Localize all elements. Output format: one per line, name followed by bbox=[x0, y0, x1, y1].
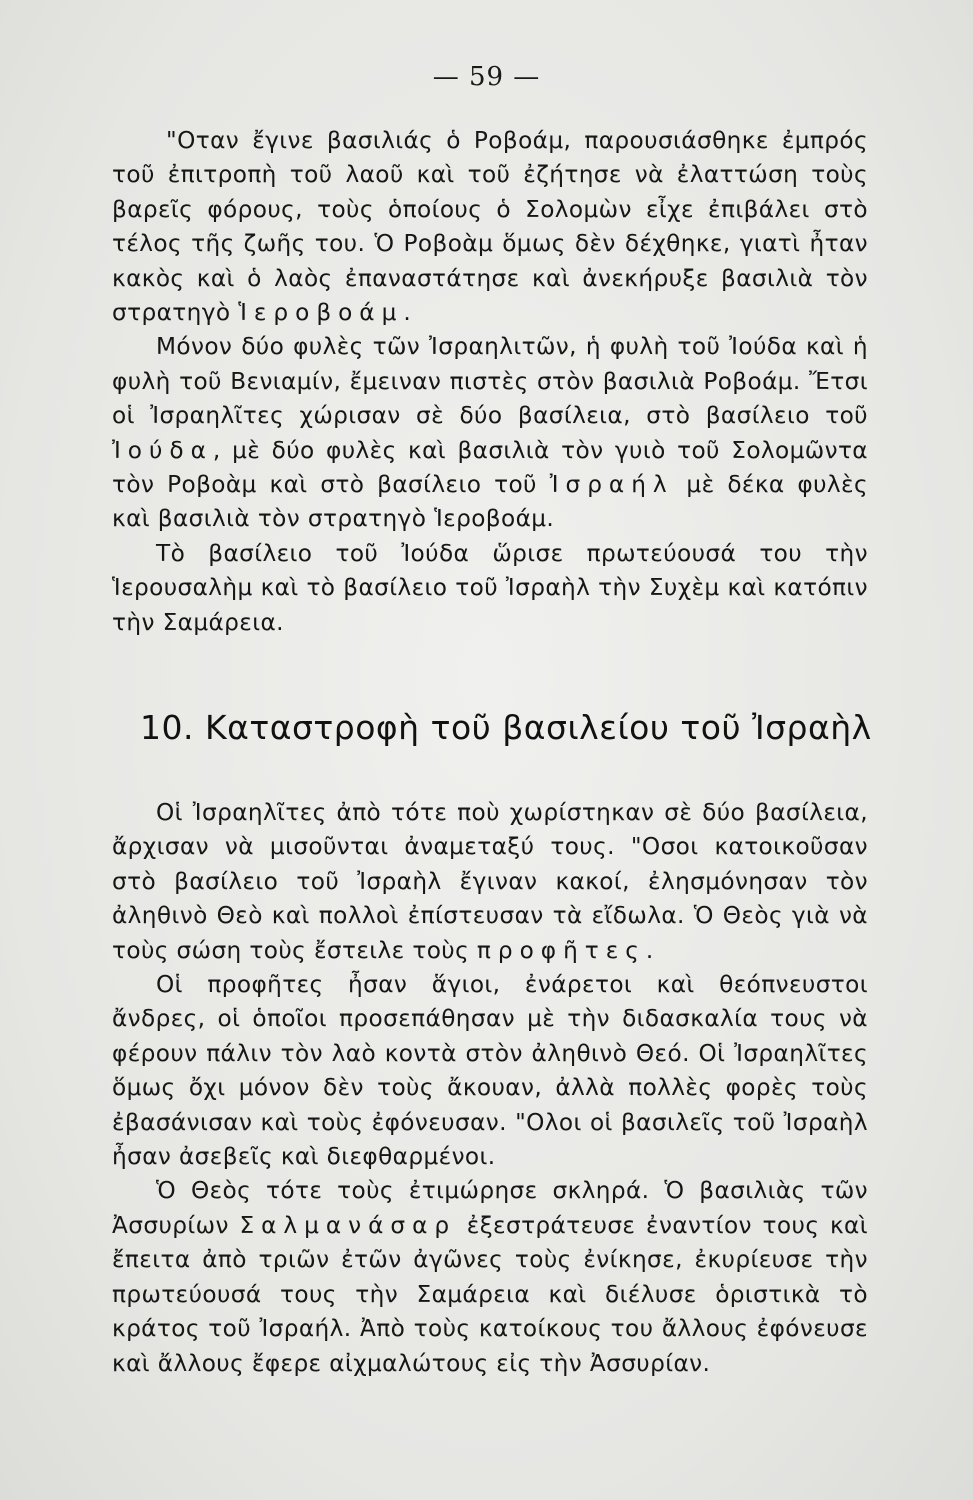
spaced-name: Ἰσραήλ bbox=[549, 471, 674, 499]
text-block-destruction bbox=[112, 796, 868, 1381]
paragraph bbox=[112, 1174, 868, 1380]
paragraph bbox=[112, 537, 868, 640]
paragraph bbox=[112, 796, 868, 968]
paragraph bbox=[112, 124, 868, 330]
text-run: μὲ δέκα φυλὲς καὶ βασιλιὰ τὸν στρατηγὸ Ἱεροβοάμ. bbox=[112, 471, 868, 533]
text-run: Οἱ Ἰσραηλῖτες ἀπὸ τότε ποὺ χωρίστηκαν σὲ δύο βασίλεια, ἄρχισαν νὰ μισοῦνται ἀναμεταξύ τους. "Οσοι κατοικοῦσαν στὸ βασίλειο τοῦ Ἰσραὴλ ἔγιναν κακοί, ἐλησμόνησαν τὸν ἀληθινὸ Θεὸ καὶ πολλοὶ ἐπίστευσαν τὰ εἴδωλα. Ὁ Θεὸς γιὰ νὰ τοὺς σώση τοὺς ἔστειλε τοὺς bbox=[112, 799, 868, 964]
paragraph bbox=[112, 330, 868, 536]
text-run: Οἱ προφῆτες ἦσαν ἅγιοι, ἐνάρετοι καὶ θεόπνευστοι ἄνδρες, οἱ ὁποῖοι προσεπάθησαν μὲ τὴν διδασκαλία τους νὰ φέρουν πάλιν τὸν λαὸ κοντὰ στὸν ἀληθινὸ Θεό. Οἱ Ἰσραηλῖτες ὅμως ὄχι μόνον δὲν τοὺς ἄκουαν, ἀλλὰ πολλὲς φορὲς τοὺς ἐβασάνισαν καὶ τοὺς ἐφόνευσαν. "Ολοι οἱ βασιλεῖς τοῦ Ἰσραὴλ ἦσαν ἀσεβεῖς καὶ διεφθαρμένοι. bbox=[112, 971, 868, 1171]
section-heading: 10. Καταστροφὴ τοῦ βασιλείου τοῦ Ἰσραὴλ bbox=[140, 708, 872, 747]
text-run: ἐξεστράτευσε ἐναντίον τους καὶ ἔπειτα ἀπὸ τριῶν ἐτῶν ἀγῶνες τοὺς ἐνίκησε, ἐκυρίευσε τὴν πρωτεύουσά τους τὴν Σαμάρεια καὶ διέλυσε ὁριστικὰ τὸ κράτος τοῦ Ἰσραήλ. Ἀπὸ τοὺς κατοίκους του ἄλλους ἐφόνευσε καὶ ἄλλους ἔφερε αἰχμαλώτους εἰς τὴν Ἀσσυρίαν. bbox=[112, 1211, 868, 1377]
text-run: Ὁ Θεὸς τότε τοὺς ἐτιμώρησε σκληρά. Ὁ βασιλιὰς τῶν Ἀσσυρίων bbox=[112, 1177, 868, 1239]
paragraph bbox=[112, 968, 868, 1174]
text-run: Τὸ βασίλειο τοῦ Ἰούδα ὥρισε πρωτεύουσά του τὴν Ἱερουσαλὴμ καὶ τὸ βασίλειο τοῦ Ἰσραὴλ τὴν Συχὲμ καὶ κατόπιν τὴν Σαμάρεια. bbox=[112, 539, 868, 636]
spaced-name: Ἰούδα bbox=[112, 436, 213, 464]
spaced-name: Ἱεροβοάμ bbox=[238, 299, 404, 327]
spaced-word: προφῆτες bbox=[476, 936, 646, 964]
text-run: "Οταν ἔγινε βασιλιάς ὁ Ροβοάμ, παρουσιάσθηκε ἐμπρός τοῦ ἐπιτροπὴ τοῦ λαοῦ καὶ τοῦ ἐζήτησε νὰ ἐλαττώση τοὺς βαρεῖς φόρους, τοὺς ὁποίους ὁ Σολομὼν εἶχε ἐπιβάλει στὸ τέλος τῆς ζωῆς του. Ὁ Ροβοὰμ ὅμως δὲν δέχθηκε, γιατὶ ἦταν κακὸς καὶ ὁ λαὸς ἐπαναστάτησε καὶ ἀνεκήρυξε βασιλιὰ τὸν στρατηγὸ bbox=[112, 127, 868, 327]
text-run: , μὲ δύο φυλὲς καὶ βασιλιὰ τὸν γυιὸ τοῦ Σολομῶντα τὸν Ροβοὰμ καὶ στὸ βασίλειο τοῦ bbox=[112, 436, 868, 499]
text-block-rehoboam bbox=[112, 124, 868, 640]
text-run: Μόνον δύο φυλὲς τῶν Ἰσραηλιτῶν, ἡ φυλὴ τοῦ Ἰούδα καὶ ἡ φυλὴ τοῦ Βενιαμίν, ἔμειναν πιστὲς στὸν βασιλιὰ Ροβοάμ. Ἔτσι οἱ Ἰσραηλῖτες χώρισαν σὲ δύο βασίλεια, στὸ βασίλειο τοῦ bbox=[112, 333, 868, 430]
page-number: — 59 — bbox=[432, 62, 541, 92]
spaced-name: Σαλμανάσαρ bbox=[239, 1211, 457, 1239]
text-run: . bbox=[403, 299, 412, 327]
text-run: . bbox=[645, 936, 654, 964]
